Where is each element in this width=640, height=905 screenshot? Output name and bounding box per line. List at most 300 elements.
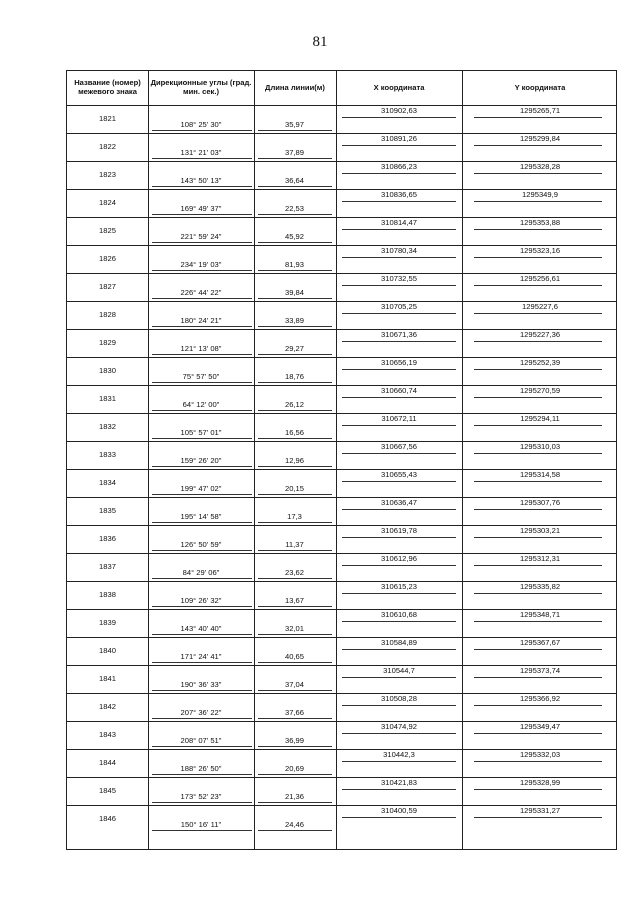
point-x-coordinate bbox=[336, 386, 462, 395]
underline bbox=[152, 550, 252, 551]
direction-angle: 121° 13' 08" bbox=[180, 344, 222, 353]
point-y-coordinate bbox=[462, 274, 618, 283]
point-name: 1832 bbox=[99, 422, 116, 431]
coordinate-value: 1295307,76 bbox=[519, 498, 561, 507]
segment-length: 32,01 bbox=[284, 624, 304, 633]
segment-length: 33,89 bbox=[284, 316, 304, 325]
segment-length: 24,46 bbox=[284, 820, 304, 829]
coordinate-value: 1295332,03 bbox=[519, 750, 561, 759]
underline bbox=[152, 774, 252, 775]
point-name: 1840 bbox=[99, 646, 116, 655]
table-row bbox=[67, 749, 616, 777]
point-y-coordinate bbox=[462, 414, 618, 423]
underline bbox=[474, 565, 602, 566]
underline bbox=[474, 425, 602, 426]
point-x-coordinate bbox=[336, 666, 462, 675]
segment-row bbox=[148, 119, 335, 133]
point-name: 1846 bbox=[99, 814, 116, 823]
underline bbox=[342, 817, 456, 818]
direction-angle: 108° 25' 30" bbox=[180, 120, 222, 129]
point-x-coordinate bbox=[336, 526, 462, 535]
underline bbox=[152, 438, 252, 439]
coordinate-value: 310636,47 bbox=[381, 498, 417, 507]
point-x-coordinate bbox=[336, 218, 462, 227]
underline bbox=[258, 550, 332, 551]
underline bbox=[258, 578, 332, 579]
segment-row bbox=[148, 147, 335, 161]
table-row bbox=[67, 665, 616, 693]
underline bbox=[258, 466, 332, 467]
point-y-coordinate bbox=[462, 218, 618, 227]
table-row bbox=[67, 637, 616, 665]
segment-length: 20,69 bbox=[284, 764, 304, 773]
underline bbox=[258, 158, 332, 159]
table-row bbox=[67, 133, 616, 161]
underline bbox=[258, 690, 332, 691]
direction-angle: 208° 07' 51" bbox=[180, 736, 222, 745]
coordinate-value: 1295227,6 bbox=[522, 302, 558, 311]
segment-length: 45,92 bbox=[284, 232, 304, 241]
header-x: X координата bbox=[373, 82, 425, 92]
underline bbox=[258, 438, 332, 439]
segment-row bbox=[148, 315, 335, 329]
underline bbox=[474, 313, 602, 314]
underline bbox=[474, 593, 602, 594]
table-row bbox=[67, 581, 616, 609]
underline bbox=[258, 242, 332, 243]
point-y-coordinate bbox=[462, 694, 618, 703]
segment-row bbox=[148, 399, 335, 413]
underline bbox=[342, 425, 456, 426]
segment-row bbox=[148, 483, 335, 497]
underline bbox=[258, 802, 332, 803]
underline bbox=[474, 537, 602, 538]
direction-angle: 105° 57' 01" bbox=[180, 428, 222, 437]
table-row bbox=[67, 329, 616, 357]
segment-length: 26,12 bbox=[284, 400, 304, 409]
coordinate-value: 310660,74 bbox=[381, 386, 417, 395]
segment-row bbox=[148, 567, 335, 581]
point-name: 1836 bbox=[99, 534, 116, 543]
point-name: 1843 bbox=[99, 730, 116, 739]
underline bbox=[258, 662, 332, 663]
coordinate-value: 310400,59 bbox=[381, 806, 417, 815]
coordinate-value: 310474,92 bbox=[381, 722, 417, 731]
table-row bbox=[67, 693, 616, 721]
point-name: 1844 bbox=[99, 758, 116, 767]
underline bbox=[258, 606, 332, 607]
underline bbox=[342, 677, 456, 678]
table-row bbox=[67, 553, 616, 581]
underline bbox=[258, 830, 332, 831]
point-name: 1822 bbox=[99, 142, 116, 151]
direction-angle: 159° 26' 20" bbox=[180, 456, 222, 465]
page-number: 81 bbox=[312, 34, 328, 50]
table-row bbox=[67, 301, 616, 329]
underline bbox=[152, 130, 252, 131]
underline bbox=[258, 718, 332, 719]
segment-length: 29,27 bbox=[284, 344, 304, 353]
coordinate-value: 310667,56 bbox=[381, 442, 417, 451]
underline bbox=[474, 229, 602, 230]
coordinate-value: 1295310,03 bbox=[519, 442, 561, 451]
point-y-coordinate bbox=[462, 246, 618, 255]
point-x-coordinate bbox=[336, 750, 462, 759]
point-y-coordinate bbox=[462, 526, 618, 535]
point-name: 1834 bbox=[99, 478, 116, 487]
point-name: 1830 bbox=[99, 366, 116, 375]
underline bbox=[152, 158, 252, 159]
coordinate-value: 1295348,71 bbox=[519, 610, 561, 619]
segment-row bbox=[148, 791, 335, 805]
underline bbox=[474, 789, 602, 790]
coordinate-value: 310814,47 bbox=[381, 218, 417, 227]
coordinate-value: 310544,7 bbox=[383, 666, 415, 675]
segment-row bbox=[148, 707, 335, 721]
point-x-coordinate bbox=[336, 806, 462, 815]
direction-angle: 221° 59' 24" bbox=[180, 232, 222, 241]
underline bbox=[342, 565, 456, 566]
header-angles: Дирекционные углы (град. мин. сек.) bbox=[150, 78, 252, 96]
table-row bbox=[67, 357, 616, 385]
segment-length: 20,15 bbox=[284, 484, 304, 493]
point-y-coordinate bbox=[462, 778, 618, 787]
table-row bbox=[67, 805, 616, 833]
point-x-coordinate bbox=[336, 358, 462, 367]
underline bbox=[152, 466, 252, 467]
point-x-coordinate bbox=[336, 638, 462, 647]
point-name: 1842 bbox=[99, 702, 116, 711]
coordinate-value: 1295312,31 bbox=[519, 554, 561, 563]
segment-length: 81,93 bbox=[284, 260, 304, 269]
underline bbox=[152, 690, 252, 691]
coordinate-value: 310891,26 bbox=[381, 134, 417, 143]
underline bbox=[342, 173, 456, 174]
direction-angle: 195° 14' 58" bbox=[180, 512, 222, 521]
direction-angle: 143° 50' 13" bbox=[180, 176, 222, 185]
coordinate-value: 310508,28 bbox=[381, 694, 417, 703]
coordinate-value: 1295331,27 bbox=[519, 806, 561, 815]
point-x-coordinate bbox=[336, 330, 462, 339]
coordinate-value: 1295270,59 bbox=[519, 386, 561, 395]
coordinate-value: 1295366,92 bbox=[519, 694, 561, 703]
underline bbox=[152, 354, 252, 355]
underline bbox=[342, 369, 456, 370]
underline bbox=[152, 662, 252, 663]
coordinate-value: 310705,25 bbox=[381, 302, 417, 311]
underline bbox=[342, 761, 456, 762]
underline bbox=[342, 481, 456, 482]
table-row bbox=[67, 413, 616, 441]
underline bbox=[474, 201, 602, 202]
table-row bbox=[67, 469, 616, 497]
point-x-coordinate bbox=[336, 414, 462, 423]
segment-length: 23,62 bbox=[284, 568, 304, 577]
table-row bbox=[67, 721, 616, 749]
point-y-coordinate bbox=[462, 638, 618, 647]
segment-length: 40,65 bbox=[284, 652, 304, 661]
segment-length: 37,89 bbox=[284, 148, 304, 157]
underline bbox=[258, 298, 332, 299]
segment-row bbox=[148, 763, 335, 777]
point-x-coordinate bbox=[336, 274, 462, 283]
direction-angle: 190° 36' 33" bbox=[180, 680, 222, 689]
point-name: 1839 bbox=[99, 618, 116, 627]
direction-angle: 131° 21' 03" bbox=[180, 148, 222, 157]
point-x-coordinate bbox=[336, 302, 462, 311]
segment-row bbox=[148, 371, 335, 385]
underline bbox=[474, 397, 602, 398]
coordinate-value: 1295265,71 bbox=[519, 106, 561, 115]
underline bbox=[342, 453, 456, 454]
point-x-coordinate bbox=[336, 554, 462, 563]
coordinate-value: 310421,83 bbox=[381, 778, 417, 787]
segment-row bbox=[148, 651, 335, 665]
direction-angle: 150° 16' 11" bbox=[180, 820, 222, 829]
underline bbox=[258, 382, 332, 383]
segment-row bbox=[148, 427, 335, 441]
direction-angle: 180° 24' 21" bbox=[180, 316, 222, 325]
point-y-coordinate bbox=[462, 470, 618, 479]
underline bbox=[474, 817, 602, 818]
table-row bbox=[67, 777, 616, 805]
point-x-coordinate bbox=[336, 582, 462, 591]
coordinate-value: 310610,68 bbox=[381, 610, 417, 619]
coordinate-value: 310671,36 bbox=[381, 330, 417, 339]
underline bbox=[474, 117, 602, 118]
segment-row bbox=[148, 679, 335, 693]
segment-row bbox=[148, 343, 335, 357]
table-row bbox=[67, 609, 616, 637]
point-name: 1831 bbox=[99, 394, 116, 403]
point-name: 1826 bbox=[99, 254, 116, 263]
underline bbox=[474, 341, 602, 342]
point-name: 1825 bbox=[99, 226, 116, 235]
header-name: Название (номер) межевого знака bbox=[74, 78, 141, 96]
coordinate-value: 310672,11 bbox=[381, 414, 417, 423]
segment-row bbox=[148, 455, 335, 469]
underline bbox=[474, 509, 602, 510]
underline bbox=[152, 298, 252, 299]
coordinate-value: 310612,96 bbox=[381, 554, 417, 563]
segment-length: 35,97 bbox=[284, 120, 304, 129]
coordinate-value: 310780,34 bbox=[381, 246, 417, 255]
underline bbox=[474, 481, 602, 482]
coordinate-value: 1295256,61 bbox=[519, 274, 561, 283]
coordinate-value: 1295349,47 bbox=[519, 722, 561, 731]
underline bbox=[258, 214, 332, 215]
coordinate-value: 1295294,11 bbox=[520, 414, 560, 423]
point-x-coordinate bbox=[336, 246, 462, 255]
coordinate-value: 310619,78 bbox=[381, 526, 417, 535]
coordinate-value: 1295252,39 bbox=[519, 358, 561, 367]
point-x-coordinate bbox=[336, 778, 462, 787]
segment-row bbox=[148, 203, 335, 217]
segment-row bbox=[148, 259, 335, 273]
underline bbox=[152, 494, 252, 495]
underline bbox=[152, 522, 252, 523]
point-x-coordinate bbox=[336, 162, 462, 171]
underline bbox=[342, 705, 456, 706]
underline bbox=[342, 117, 456, 118]
segment-row bbox=[148, 735, 335, 749]
underline bbox=[342, 621, 456, 622]
table-row bbox=[67, 525, 616, 553]
point-y-coordinate bbox=[462, 106, 618, 115]
direction-angle: 126° 50' 59" bbox=[180, 540, 222, 549]
coordinate-value: 310836,65 bbox=[381, 190, 417, 199]
table-row bbox=[67, 385, 616, 413]
underline bbox=[474, 677, 602, 678]
underline bbox=[342, 285, 456, 286]
segment-length: 17,3 bbox=[287, 512, 302, 521]
underline bbox=[258, 186, 332, 187]
point-name: 1835 bbox=[99, 506, 116, 515]
point-y-coordinate bbox=[462, 806, 618, 815]
point-name: 1823 bbox=[99, 170, 116, 179]
underline bbox=[152, 270, 252, 271]
table-row bbox=[67, 217, 616, 245]
direction-angle: 64° 12' 00" bbox=[182, 400, 220, 409]
table-row bbox=[67, 105, 616, 133]
table-row bbox=[67, 441, 616, 469]
boundary-coordinates-table bbox=[66, 70, 617, 850]
coordinate-value: 310584,89 bbox=[381, 638, 417, 647]
point-y-coordinate bbox=[462, 750, 618, 759]
segment-length: 37,66 bbox=[284, 708, 304, 717]
underline bbox=[342, 341, 456, 342]
coordinate-value: 1295328,99 bbox=[519, 778, 561, 787]
point-y-coordinate bbox=[462, 610, 618, 619]
segment-length: 37,04 bbox=[284, 680, 304, 689]
table-row bbox=[67, 273, 616, 301]
underline bbox=[258, 774, 332, 775]
coordinate-value: 1295328,28 bbox=[519, 162, 561, 171]
table-row bbox=[67, 245, 616, 273]
point-name: 1837 bbox=[99, 562, 116, 571]
coordinate-value: 1295373,74 bbox=[519, 666, 561, 675]
point-y-coordinate bbox=[462, 190, 618, 199]
segment-row bbox=[148, 539, 335, 553]
point-x-coordinate bbox=[336, 498, 462, 507]
table-row bbox=[67, 497, 616, 525]
underline bbox=[152, 606, 252, 607]
point-name: 1845 bbox=[99, 786, 116, 795]
direction-angle: 109° 26' 32" bbox=[180, 596, 222, 605]
underline bbox=[474, 145, 602, 146]
underline bbox=[342, 537, 456, 538]
segment-length: 36,64 bbox=[284, 176, 304, 185]
underline bbox=[474, 761, 602, 762]
direction-angle: 84° 29' 06" bbox=[182, 568, 220, 577]
direction-angle: 173° 52' 23" bbox=[180, 792, 222, 801]
coordinate-value: 310655,43 bbox=[381, 470, 417, 479]
point-x-coordinate bbox=[336, 106, 462, 115]
segment-row bbox=[148, 623, 335, 637]
point-name: 1833 bbox=[99, 450, 116, 459]
underline bbox=[152, 214, 252, 215]
point-name: 1827 bbox=[99, 282, 116, 291]
underline bbox=[152, 382, 252, 383]
column-divider bbox=[336, 71, 337, 849]
underline bbox=[258, 410, 332, 411]
underline bbox=[152, 830, 252, 831]
point-y-coordinate bbox=[462, 330, 618, 339]
point-x-coordinate bbox=[336, 470, 462, 479]
direction-angle: 171° 24' 41" bbox=[180, 652, 222, 661]
point-y-coordinate bbox=[462, 666, 618, 675]
underline bbox=[152, 634, 252, 635]
header-length: Длина линии(м) bbox=[265, 82, 325, 92]
underline bbox=[258, 746, 332, 747]
underline bbox=[474, 621, 602, 622]
segment-length: 36,99 bbox=[284, 736, 304, 745]
direction-angle: 207° 36' 22" bbox=[180, 708, 222, 717]
underline bbox=[258, 354, 332, 355]
coordinate-value: 1295367,67 bbox=[519, 638, 561, 647]
coordinate-value: 1295227,36 bbox=[519, 330, 561, 339]
segment-length: 16,56 bbox=[284, 428, 304, 437]
point-name: 1829 bbox=[99, 338, 116, 347]
coordinate-value: 1295335,82 bbox=[519, 582, 561, 591]
direction-angle: 169° 49' 37" bbox=[180, 204, 222, 213]
underline bbox=[258, 130, 332, 131]
direction-angle: 75° 57' 50" bbox=[182, 372, 220, 381]
point-y-coordinate bbox=[462, 134, 618, 143]
underline bbox=[474, 285, 602, 286]
point-x-coordinate bbox=[336, 722, 462, 731]
underline bbox=[258, 326, 332, 327]
underline bbox=[152, 242, 252, 243]
underline bbox=[474, 453, 602, 454]
underline bbox=[342, 313, 456, 314]
underline bbox=[342, 649, 456, 650]
point-name: 1821 bbox=[99, 114, 116, 123]
underline bbox=[152, 718, 252, 719]
point-y-coordinate bbox=[462, 582, 618, 591]
segment-row bbox=[148, 511, 335, 525]
underline bbox=[152, 746, 252, 747]
underline bbox=[342, 257, 456, 258]
table-row bbox=[67, 189, 616, 217]
point-y-coordinate bbox=[462, 498, 618, 507]
point-x-coordinate bbox=[336, 610, 462, 619]
underline bbox=[474, 257, 602, 258]
segment-length: 11,37 bbox=[285, 540, 304, 549]
point-name: 1841 bbox=[99, 674, 116, 683]
point-y-coordinate bbox=[462, 302, 618, 311]
underline bbox=[152, 802, 252, 803]
coordinate-value: 1295299,84 bbox=[519, 134, 561, 143]
coordinate-value: 1295323,16 bbox=[519, 246, 561, 255]
point-y-coordinate bbox=[462, 358, 618, 367]
point-x-coordinate bbox=[336, 134, 462, 143]
point-y-coordinate bbox=[462, 442, 618, 451]
point-x-coordinate bbox=[336, 442, 462, 451]
segment-row bbox=[148, 287, 335, 301]
direction-angle: 143° 40' 40" bbox=[180, 624, 222, 633]
coordinate-value: 1295353,88 bbox=[519, 218, 561, 227]
coordinate-value: 310732,55 bbox=[381, 274, 417, 283]
table-row bbox=[67, 161, 616, 189]
column-divider bbox=[462, 71, 463, 849]
underline bbox=[258, 634, 332, 635]
segment-row bbox=[148, 595, 335, 609]
point-x-coordinate bbox=[336, 694, 462, 703]
underline bbox=[342, 397, 456, 398]
direction-angle: 226° 44' 22" bbox=[180, 288, 222, 297]
underline bbox=[342, 593, 456, 594]
